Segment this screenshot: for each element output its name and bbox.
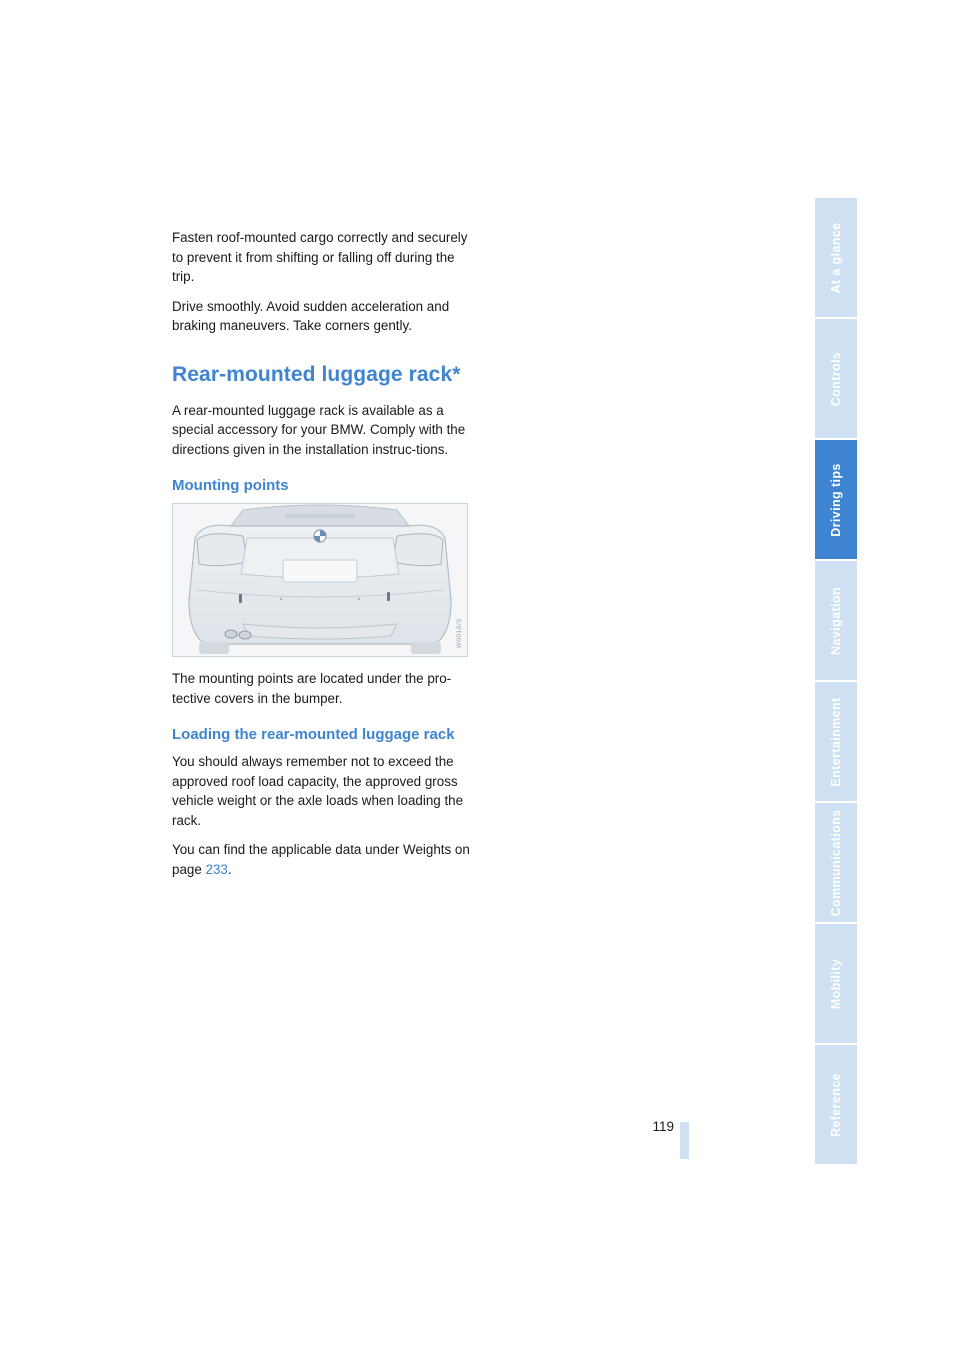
main-content xyxy=(172,228,472,889)
tab-controls[interactable] xyxy=(815,319,857,438)
section-paragraph: A rear-mounted luggage rack is available as a special accessory for your BMW. Comply with the directions given in the installation instruc-tions. xyxy=(172,402,466,457)
figure-code: W0010/S xyxy=(456,617,463,648)
car-rear-drawing xyxy=(173,504,467,656)
page-number: 119 xyxy=(652,1119,674,1134)
tab-label: At a glance xyxy=(829,221,843,294)
loading-paragraph-2 xyxy=(172,840,472,879)
loading-paragraph-2-suffix: . xyxy=(227,861,232,877)
page-number-bar xyxy=(680,1122,689,1159)
tab-reference[interactable] xyxy=(815,1045,857,1164)
tab-driving-tips[interactable] xyxy=(815,440,857,559)
page-reference-link[interactable]: 233 xyxy=(205,861,228,877)
chapter-tabs xyxy=(815,198,857,1166)
loading-heading: Loading the rear-mounted luggage rack xyxy=(172,726,455,743)
tab-label: Driving tips xyxy=(829,462,843,537)
intro-paragraph-2: Drive smoothly. Avoid sudden acceleration and braking maneuvers. Take corners gently. xyxy=(172,298,450,333)
tab-mobility[interactable] xyxy=(815,924,857,1043)
tab-communications[interactable] xyxy=(815,803,857,922)
intro-paragraph-1: Fasten roof-mounted cargo correctly and securely to prevent it from shifting or falling off during the trip. xyxy=(172,230,468,284)
loading-paragraph-2-text: You can find the applicable data under Weights on page xyxy=(172,842,470,877)
tab-navigation[interactable] xyxy=(815,561,857,680)
tab-label: Entertainment xyxy=(829,696,843,787)
mounting-points-heading: Mounting points xyxy=(172,477,289,494)
tab-label: Navigation xyxy=(829,586,843,655)
loading-paragraph-1: You should always remember not to exceed the approved roof load capacity, the approved gross vehicle weight or the axle loads when loading the rack. xyxy=(172,754,464,828)
tab-label: Communications xyxy=(829,809,843,916)
tab-label: Mobility xyxy=(829,958,843,1009)
tab-at-a-glance[interactable] xyxy=(815,198,857,317)
car-rear-illustration xyxy=(172,503,468,657)
tab-entertainment[interactable] xyxy=(815,682,857,801)
section-title: Rear-mounted luggage rack* xyxy=(172,362,461,386)
tab-label: Reference xyxy=(829,1072,843,1137)
tab-label: Controls xyxy=(829,351,843,406)
mounting-caption: The mounting points are located under the pro-tective covers in the bumper. xyxy=(172,671,452,706)
